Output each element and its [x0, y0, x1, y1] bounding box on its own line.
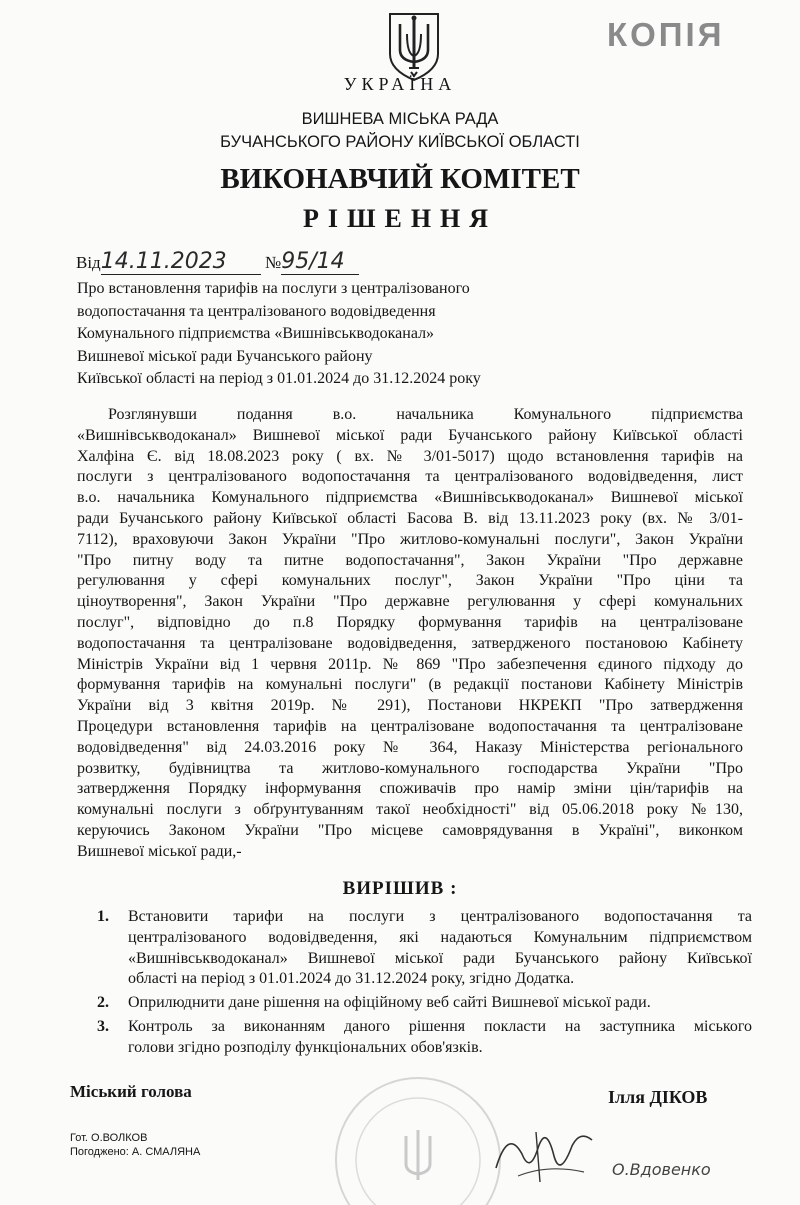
preamble-line: Розглянувши подання в.о. начальника Комунального підприємства — [108, 406, 743, 423]
date-value: 14.11.2023 — [100, 249, 227, 274]
council-name: ВИШНЕВА МІСЬКА РАДА — [301, 110, 499, 128]
preamble-line: послуг", відповідно до п.8 Порядку формування тарифів на централізоване — [77, 613, 743, 631]
agreed-by: Погоджено: А. СМАЛЯНА — [70, 1146, 201, 1158]
preamble-line: ради Бучанського району Київської області Басова В. від 13.11.2023 року (вх. № 3/01- — [77, 509, 743, 527]
copy-stamp: КОПІЯ — [607, 16, 725, 53]
item-line: Контроль за виконанням даного рішення покласти на заступника міського — [128, 1017, 752, 1035]
preamble-line: Халфіна Є. від 18.08.2023 року ( вх. № 3/01-5017) щодо встановлення тарифів на — [77, 447, 743, 465]
preamble-line: комунальні послуги з обґрунтуванням такої необхідності" від 05.06.2018 року №130, — [77, 801, 743, 819]
second-signer: О.Вдовенко — [612, 1160, 711, 1179]
item-line: області на період з 01.01.2024 до 31.12.2024 року, згідно Додатка. — [128, 970, 575, 988]
subject-line: водопостачання та централізованого водовідведення — [77, 302, 436, 320]
faded-stamp-mark — [8, 1115, 78, 1175]
number-value: 95/14 — [281, 249, 345, 274]
preamble-line: «Вишнівськводоканал» Вишневої міської ради Бучанського району Київської області — [77, 426, 743, 444]
subject-line: Вишневої міської ради Бучанського району — [77, 347, 373, 365]
mayor-signature — [488, 1118, 598, 1188]
preamble-line: ціноутворення", Закон України "Про державне регулювання у сфері комунальних — [77, 593, 743, 611]
date-field — [101, 249, 261, 275]
subject-line: Комунального підприємства «Вишнівськводоканал» — [77, 325, 435, 342]
preamble-line: Процедури встановлення тарифів на централізоване водопостачання та централізоване — [77, 717, 743, 735]
item-number: 1. — [97, 908, 109, 925]
preamble-line: послуги з централізованого водопостачання та централізованого водовідведення, лист — [77, 468, 743, 486]
council-region: БУЧАНСЬКОГО РАЙОНУ КИЇВСЬКОЇ ОБЛАСТІ — [220, 133, 580, 151]
preamble-paragraph — [77, 405, 743, 863]
preamble-line: Міністрів України від 1 червня 2011р. № 869 "Про забезпечення єдиного підходу до — [77, 655, 743, 673]
prepared-by-block — [70, 1131, 200, 1159]
mayor-name: Ілля ДІКОВ — [608, 1087, 708, 1107]
preamble-line: водопостачання та централізоване водовідведення, затвердженого постановою Кабінету — [77, 634, 743, 652]
preamble-line: Вишневої міської ради,- — [77, 842, 242, 860]
subject-line: Про встановлення тарифів на послуги з централізованого — [77, 280, 470, 297]
item-line: централізованого водовідведення, які надаються Комунальним підприємством — [128, 928, 752, 946]
committee-heading: ВИКОНАВЧИЙ КОМІТЕТ — [220, 163, 580, 195]
preamble-line: керуючись Законом України "Про місцеве самоврядування в Україні", виконком — [77, 821, 743, 839]
document-type-heading: РІШЕННЯ — [302, 204, 498, 233]
preamble-line: водовідведення" від 24.03.2016 року № 364, Наказу Міністерства регіонального — [77, 738, 743, 756]
preamble-line: формування тарифів на комунальні послуги" (в редакції постанови Кабінету Міністрів — [77, 676, 743, 694]
decision-item — [92, 907, 752, 990]
mayor-title: Міський голова — [70, 1082, 192, 1101]
preamble-line: 7112), враховуючи Закон України "Про житлово-комунальні послуги", Закон України — [77, 530, 743, 548]
decision-item — [92, 993, 752, 1014]
preamble-line: затвердження Порядку інформування споживачів про намір зміни цін/тарифів на — [77, 780, 743, 798]
subject-block — [77, 278, 481, 391]
preamble-line: розвитку, будівництва та житлово-комунального господарства України "Про — [77, 759, 743, 777]
decision-list — [92, 907, 752, 1062]
item-number: 3. — [97, 1017, 109, 1035]
preamble-line: "Про питну воду та питне водопостачання", Закон України "Про державне — [77, 551, 743, 569]
coat-of-arms-icon — [384, 10, 444, 82]
decision-item — [92, 1017, 752, 1059]
council-heading — [0, 108, 800, 154]
preamble-line: в.о. начальника Комунального підприємства «Вишнівськводоканал» Вишневої міської — [77, 489, 743, 507]
number-prefix: № — [264, 253, 282, 272]
preamble-line: України від 3 квітня 2019р. № 291), Постанови НКРЕКП "Про затвердження — [77, 697, 743, 715]
resolve-heading: ВИРІШИВ : — [342, 878, 458, 899]
item-number: 2. — [97, 994, 109, 1012]
item-line: Встановити тарифи на послуги з централізованого водопостачання та — [128, 908, 752, 925]
item-line: голови згідно розподілу функціональних обов'язків. — [128, 1038, 483, 1056]
country-heading: УКРАЇНА — [343, 74, 457, 94]
date-prefix: Від — [76, 253, 101, 272]
item-line: «Вишнівськводоканал» Вишневої міської ради Бучанського району Київської — [128, 949, 752, 967]
item-line: Оприлюднити дане рішення на офіційному веб сайті Вишневої міської ради. — [128, 994, 651, 1012]
preamble-line: регулювання у сфері комунальних послуг", Закон України "Про ціни та — [77, 572, 743, 590]
subject-line: Київської області на період з 01.01.2024 до 31.12.2024 року — [77, 370, 481, 387]
date-number-line — [76, 249, 359, 275]
number-field — [281, 249, 359, 275]
prepared-by: Гот. О.ВОЛКОВ — [70, 1132, 148, 1144]
